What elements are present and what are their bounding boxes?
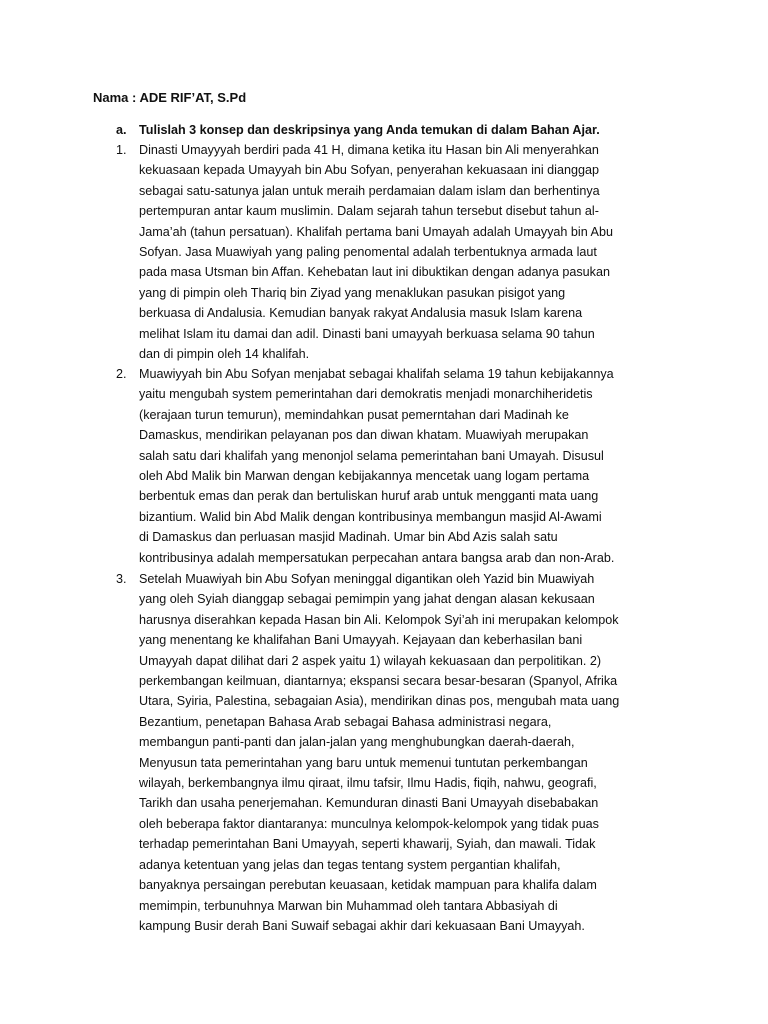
text-line: bizantium. Walid bin Abd Malik dengan kontribusinya membangun masjid Al-Awami [139, 509, 602, 524]
text-line: Dinasti Umayyyah berdiri pada 41 H, dimana ketika itu Hasan bin Ali menyerahkan [139, 143, 599, 157]
text-line: yang di pimpin oleh Thariq bin Ziyad yang menaklukan pasukan pisigot yang [139, 285, 566, 300]
text-line: melihat Islam itu damai dan adil. Dinasti bani umayyah berkuasa selama 90 tahun [139, 326, 595, 341]
text-line: kampung Busir derah Bani Suwaif sebagai akhir dari kekuasaan Bani Umayyah. [139, 918, 585, 933]
text-line: pada masa Utsman bin Affan. Kehebatan laut ini dibuktikan dengan adanya pasukan [139, 265, 610, 280]
text-line: kekuasaan kepada Umayyah bin Abu Sofyan, penyerahan kekuasaan ini dianggap [139, 163, 600, 178]
text-line: Muawiyyah bin Abu Sofyan menjabat sebagai khalifah selama 19 tahun kebijakannya [139, 367, 614, 381]
text-line: Jama’ah (tahun persatuan). Khalifah pertama bani Umayah adalah Umayyah bin Abu [139, 224, 613, 239]
text-line: perkembangan keilmuan, diantarnya; ekspansi secara besar-besaran (Spanyol, Afrika [139, 674, 618, 689]
text-line: berbentuk emas dan perak dan bertuliskan huruf arab untuk mengganti mata uang [139, 489, 599, 504]
text-line: membangun panti-panti dan jalan-jalan yang menghubungkan daerah-daerah, [139, 735, 575, 750]
list-item-1 [116, 140, 676, 364]
text-line: oleh beberapa faktor diantaranya: munculnya kelompok-kelompok yang tidak puas [139, 816, 599, 831]
text-line: Sofyan. Jasa Muawiyah yang paling penomental adalah terbentuknya armada laut [139, 245, 597, 260]
text-line: adanya ketentuan yang jelas dan tegas tentang system pergantian khalifah, [139, 857, 561, 872]
list-item-marker: 3. [116, 572, 127, 586]
text-line: yang menentang ke khalifahan Bani Umayyah. Kejayaan dan keberhasilan bani [139, 633, 583, 648]
task-instruction [116, 120, 676, 140]
text-line: memimpin, terbunuhnya Marwan bin Muhammad oleh tantara Abbasiyah di [139, 898, 558, 913]
list-item-marker: 1. [116, 143, 127, 157]
text-line: harusnya diserahkan kepada Hasan bin Ali. Kelompok Syi’ah ini merupakan kelompok [139, 612, 619, 627]
text-line: berkuasa di Andalusia. Kemudian banyak rakyat Andalusia masuk Islam karena [139, 306, 583, 321]
text-line: Tarikh dan usaha penerjemahan. Kemunduran dinasti Bani Umayyah disebabakan [139, 796, 599, 811]
text-line: Umayyah dapat dilihat dari 2 aspek yaitu 1) wilayah kekuasaan dan perpolitikan. 2) [139, 653, 602, 668]
list-item-text [139, 569, 676, 936]
text-line: dan di pimpin oleh 14 khalifah. [139, 347, 310, 362]
text-line: kontribusinya adalah mempersatukan perpecahan antara bangsa arab dan non-Arab. [139, 550, 615, 565]
text-line: banyaknya persaingan perebutan keuasaan, ketidak mampuan para khalifa dalam [139, 878, 597, 893]
text-line: terhadap pemerintahan Bani Umayyah, seperti khawarij, Syiah, dan mawali. Tidak [139, 837, 596, 852]
task-marker: a. [116, 123, 127, 137]
text-line: wilayah, berkembangnya ilmu qiraat, ilmu tafsir, Ilmu Hadis, fiqih, nahwu, geografi, [139, 776, 597, 791]
text-line: sebagai satu-satunya jalan untuk meraih perdamaian dalam islam dan berhentinya [139, 183, 600, 198]
list-item-3 [116, 569, 676, 936]
text-line: pertempuran antar kaum muslimin. Dalam sejarah tahun tersebut disebut tahun al- [139, 204, 599, 219]
list-item-text [139, 140, 676, 364]
list-item-2 [116, 364, 676, 568]
text-line: Bezantium, penetapan Bahasa Arab sebagai Bahasa administrasi negara, [139, 714, 552, 729]
text-line: yaitu mengubah system pemerintahan dari demokratis menjadi monarchiheridetis [139, 387, 593, 402]
text-line: Setelah Muawiyah bin Abu Sofyan meninggal digantikan oleh Yazid bin Muawiyah [139, 572, 595, 586]
text-line: (kerajaan turun temurun), memindahkan pusat pemerntahan dari Madinah ke [139, 407, 569, 422]
text-line: salah satu dari khalifah yang menonjol selama pemerintahan bani Umayah. Disusul [139, 448, 604, 463]
text-line: Utara, Syiria, Palestina, sebagaian Asia), mendirikan dinas pos, mengubah mata uang [139, 694, 620, 709]
text-line: yang oleh Syiah dianggap sebagai pemimpin yang jahat dengan alasan kekusaan [139, 592, 595, 607]
list-item-text [139, 364, 676, 568]
text-line: di Damaskus dan perluasan masjid Madinah. Umar bin Abd Azis salah satu [139, 530, 558, 545]
text-line: Damaskus, mendirikan pelayanan pos dan diwan khatam. Muawiyah merupakan [139, 428, 589, 443]
list-item-marker: 2. [116, 367, 127, 381]
task-text: Tulislah 3 konsep dan deskripsinya yang Anda temukan di dalam Bahan Ajar. [139, 123, 600, 137]
author-name-line: Nama : ADE RIF’AT, S.Pd [93, 90, 247, 105]
text-line: oleh Abd Malik bin Marwan dengan kebijakannya mencetak uang logam pertama [139, 469, 590, 484]
text-line: Menyusun tata pemerintahan yang baru untuk memenui tuntutan perkembangan [139, 755, 588, 770]
